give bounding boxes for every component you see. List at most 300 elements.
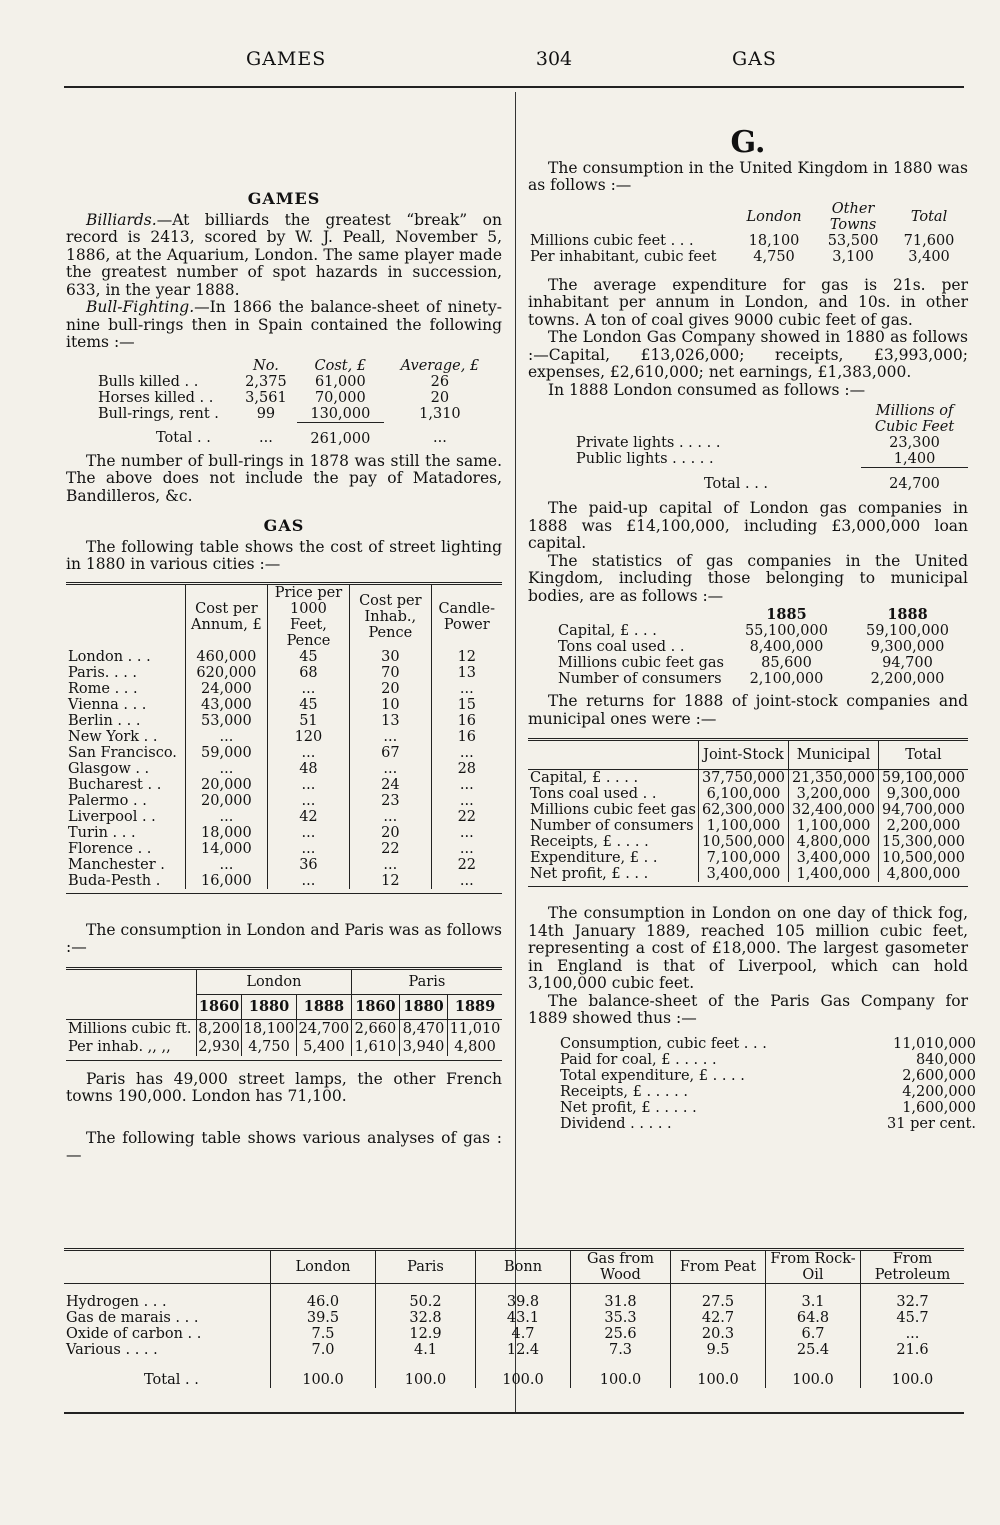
table-row (558, 1052, 978, 1068)
returns-value: 1,400,000 (788, 866, 878, 882)
paidup-text: The paid-up capital of London gas companies in 1888 was £14,100,000, including £3,000,000 loan capital. (528, 499, 968, 552)
returns-label: Receipts, £ . . . . (530, 834, 649, 850)
cost-per-annum: 460,000 (186, 649, 268, 665)
table-row (528, 249, 968, 265)
lp-value: 18,100 (242, 1019, 297, 1038)
returns-value: 2,200,000 (878, 818, 968, 834)
table-row (558, 1116, 978, 1132)
analysis-label: Various . . . . (66, 1342, 158, 1358)
returns-value: 4,800,000 (878, 866, 968, 882)
consumed-value: 23,300 (889, 435, 940, 451)
bull-header-no: No. (253, 357, 279, 374)
table-row (528, 818, 968, 834)
candle-power: 16 (431, 713, 502, 729)
paris-label: Receipts, £ . . . . . (560, 1083, 688, 1100)
city-name: Rome . . . (68, 680, 138, 697)
city-name: Manchester . (68, 856, 165, 873)
gas-heading: GAS (263, 516, 305, 535)
analysis-value: 4.7 (476, 1326, 571, 1342)
analysis-total-value: 100.0 (861, 1358, 965, 1388)
lp-label: Millions cubic ft. (68, 1020, 192, 1037)
running-header (64, 48, 964, 78)
left-column (66, 186, 502, 1165)
cost-per-inhab: 20 (350, 681, 432, 697)
price-per-1000: ... (267, 777, 349, 793)
uk-value: 4,750 (753, 248, 795, 265)
consumed-intro: In 1888 London consumed as follows :— (548, 380, 866, 399)
stats-value: 85,600 (761, 655, 812, 671)
candle-power: ... (431, 825, 502, 841)
table-row (558, 1084, 978, 1100)
consumed-total-label: Total . . . (704, 475, 769, 492)
stats-table (528, 607, 968, 687)
city-name: Berlin . . . (68, 712, 141, 729)
price-per-1000: 48 (267, 761, 349, 777)
analysis-header: From Peat (671, 1250, 766, 1284)
city-name: Vienna . . . (68, 696, 147, 713)
header-rule (64, 86, 964, 88)
table-row (528, 786, 968, 802)
table-row (66, 729, 502, 745)
analysis-value: 43.1 (476, 1310, 571, 1326)
table-row (528, 866, 968, 882)
table-row (66, 713, 502, 729)
candle-power: 13 (431, 665, 502, 681)
uk-label: Millions cubic feet . . . (530, 232, 694, 249)
bull-item: Horses killed . . (98, 389, 214, 406)
city-name: Paris. . . . (68, 664, 138, 681)
analysis-value: 4.1 (376, 1342, 476, 1358)
uk-header: London (746, 208, 802, 225)
consumed-body (528, 435, 968, 468)
analysis-body (64, 1284, 964, 1359)
table-row (66, 681, 502, 697)
price-per-1000: 68 (267, 665, 349, 681)
table-row (66, 873, 502, 889)
london-paris-table (66, 967, 502, 1056)
cost-per-annum: 43,000 (186, 697, 268, 713)
table-row (528, 233, 968, 249)
returns-header: Total (878, 740, 968, 770)
candle-power: 15 (431, 697, 502, 713)
price-per-1000: 42 (267, 809, 349, 825)
fog-text: The consumption in London on one day of thick fog, 14th January 1889, reached 105 million cubic feet, representing a cost of £18,000. The largest gasometer in England is that of Liverpool, which can hold 3,100,000 cubic feet. (528, 904, 968, 992)
games-heading: GAMES (247, 189, 321, 208)
analysis-value: 9.5 (671, 1342, 766, 1358)
billiards-label: Billiards. (86, 210, 157, 229)
uk-value: 18,100 (748, 232, 800, 249)
table-row (64, 1342, 964, 1358)
lp-value: 11,010 (448, 1019, 502, 1038)
returns-value: 1,100,000 (788, 818, 878, 834)
price-per-1000: 45 (267, 649, 349, 665)
analysis-total-row (64, 1358, 964, 1388)
uk-intro: The consumption in the United Kingdom in 1880 was as follows :— (528, 158, 968, 194)
price-per-1000: ... (267, 825, 349, 841)
table-row (558, 1068, 978, 1084)
uk-header: Total (910, 208, 948, 225)
bull-item: Bulls killed . . (98, 373, 199, 390)
consumed-value: 1,400 (893, 451, 936, 467)
lp-value: 1,610 (351, 1038, 399, 1056)
candle-power: ... (431, 873, 502, 889)
table-row (528, 834, 968, 850)
cost-per-inhab: 23 (350, 793, 432, 809)
table-row (96, 406, 496, 423)
street-header: Cost per Inhab., Pence (350, 583, 432, 649)
stats-label: Number of consumers (558, 671, 722, 687)
returns-value: 15,300,000 (878, 834, 968, 850)
cost-per-inhab: ... (350, 729, 432, 745)
consumed-header: Millions of Cubic Feet (874, 403, 955, 435)
price-per-1000: ... (267, 841, 349, 857)
paris-value: 1,600,000 (902, 1099, 976, 1116)
cost-per-inhab: ... (350, 809, 432, 825)
analysis-value: 31.8 (571, 1284, 671, 1311)
cost-per-annum: 24,000 (186, 681, 268, 697)
street-intro: The following table shows the cost of street lighting in 1880 in various cities :— (66, 537, 502, 573)
bull-item: Bull-rings, rent . (98, 405, 219, 422)
analysis-value: 50.2 (376, 1284, 476, 1311)
bull-total-cost: 261,000 (297, 422, 384, 447)
city-name: San Francisco. (68, 744, 177, 761)
returns-value: 59,100,000 (878, 770, 968, 787)
stats-value: 9,300,000 (870, 639, 945, 655)
bull-total-label: Total . . (156, 430, 211, 447)
table-rule (66, 893, 502, 894)
cost-per-inhab: 12 (350, 873, 432, 889)
city-name: New York . . (68, 728, 158, 745)
lp-year: 1889 (448, 994, 502, 1019)
uk-label: Per inhabitant, cubic feet (530, 248, 717, 265)
cost-per-inhab: ... (350, 761, 432, 777)
table-row (64, 1284, 964, 1311)
returns-value: 9,300,000 (878, 786, 968, 802)
stats-intro: The statistics of gas companies in the United Kingdom, including those belonging to municipal bodies, are as follows :— (528, 551, 968, 605)
city-name: Buda-Pesth . (68, 872, 161, 889)
uk-value: 71,600 (903, 232, 955, 249)
candle-power: ... (431, 841, 502, 857)
cost-per-annum: ... (186, 809, 268, 825)
stats-value: 94,700 (882, 655, 933, 671)
paris-balance-table (558, 1036, 978, 1132)
candle-power: ... (431, 777, 502, 793)
cost-per-annum: ... (186, 729, 268, 745)
stats-value: 8,400,000 (749, 639, 824, 655)
price-per-1000: ... (267, 681, 349, 697)
stats-year: 1888 (887, 606, 928, 623)
table-row (96, 422, 496, 447)
uk-value: 3,400 (908, 248, 950, 265)
lp-group: Paris (351, 968, 502, 994)
stats-value: 2,200,000 (870, 671, 945, 687)
paris-label: Paid for coal, £ . . . . . (560, 1051, 717, 1068)
cost-per-annum: 20,000 (186, 793, 268, 809)
analysis-value: 20.3 (671, 1326, 766, 1342)
analysis-value: ... (861, 1326, 965, 1342)
cost-per-inhab: 30 (350, 649, 432, 665)
cost-per-annum: 59,000 (186, 745, 268, 761)
street-header: Price per 1000 Feet, Pence (267, 583, 349, 649)
city-name: Liverpool . . (68, 808, 156, 825)
analysis-header: Gas from Wood (571, 1250, 671, 1284)
lp-year: 1860 (351, 994, 399, 1019)
consumed-label: Public lights . . . . . (576, 451, 714, 468)
billiards-text: —At billiards the greatest “break” on record is 2413, scored by W. J. Peall, November 5, 1886, at the Aquarium, London. The same player made the greatest number of spot hazards in succession, 633, in the year 1888. (66, 210, 502, 299)
cost-per-annum: 18,000 (186, 825, 268, 841)
analysis-total-value: 100.0 (476, 1358, 571, 1388)
analysis-label: Hydrogen . . . (66, 1294, 167, 1310)
returns-label: Expenditure, £ . . (530, 850, 658, 866)
lp-year: 1880 (242, 994, 297, 1019)
analysis-header: From Petroleum (861, 1250, 965, 1284)
stats-year: 1885 (766, 606, 807, 623)
returns-value: 21,350,000 (788, 770, 878, 787)
returns-value: 4,800,000 (788, 834, 878, 850)
bull-avg: 26 (430, 373, 450, 390)
street-body (66, 649, 502, 889)
billiards-paragraph (66, 212, 502, 300)
bull-text: —In 1866 the balance-sheet of ninety-nine bull-rings then in Spain contained the following items :— (66, 298, 502, 351)
column-divider (515, 92, 516, 1414)
returns-value: 3,400,000 (788, 850, 878, 866)
stats-value: 59,100,000 (865, 623, 949, 639)
analysis-total-value: 100.0 (271, 1358, 376, 1388)
table-row (558, 1100, 978, 1116)
table-row (66, 665, 502, 681)
analysis-intro: The following table shows various analyses of gas :— (66, 1128, 502, 1164)
returns-label: Number of consumers (530, 818, 694, 834)
paris-label: Net profit, £ . . . . . (560, 1099, 697, 1116)
cost-per-inhab: 67 (350, 745, 432, 761)
lp-value: 5,400 (296, 1038, 351, 1056)
candle-power: ... (431, 793, 502, 809)
candle-power: ... (431, 745, 502, 761)
cost-per-annum: 53,000 (186, 713, 268, 729)
cost-per-annum: 14,000 (186, 841, 268, 857)
price-per-1000: 51 (267, 713, 349, 729)
table-row (66, 745, 502, 761)
returns-value: 6,100,000 (698, 786, 788, 802)
analysis-value: 27.5 (671, 1284, 766, 1311)
returns-value: 1,100,000 (698, 818, 788, 834)
consumed-label: Private lights . . . . . (576, 435, 721, 451)
analysis-value: 6.7 (766, 1326, 861, 1342)
street-header: Cost per Annum, £ (186, 583, 268, 649)
stats-label: Capital, £ . . . (558, 623, 657, 639)
price-per-1000: ... (267, 793, 349, 809)
paris-label: Consumption, cubic feet . . . (560, 1035, 767, 1052)
table-row (66, 857, 502, 873)
returns-label: Net profit, £ . . . (530, 866, 649, 882)
city-name: Florence . . (68, 840, 152, 857)
table-row (66, 777, 502, 793)
paris-value: 31 per cent. (887, 1115, 976, 1132)
analysis-value: 3.1 (766, 1284, 861, 1311)
returns-label: Tons coal used . . (530, 786, 657, 802)
cost-per-annum: ... (186, 857, 268, 873)
lamps-text: Paris has 49,000 street lamps, the other French towns 190,000. London has 71,100. (66, 1069, 502, 1105)
candle-power: 12 (431, 649, 502, 665)
lp-intro: The consumption in London and Paris was as follows :— (66, 920, 502, 956)
stats-label: Millions cubic feet gas (558, 655, 724, 671)
analysis-value: 7.5 (271, 1326, 376, 1342)
table-row (66, 1038, 502, 1056)
letter-heading: G. (730, 125, 766, 160)
stats-value: 55,100,000 (744, 623, 828, 639)
cost-per-inhab: 13 (350, 713, 432, 729)
expenditure-text: The average expenditure for gas is 21s. per inhabitant per annum in London, and 10s. in other towns. A ton of coal gives 9000 cubic feet of gas. (528, 275, 968, 329)
uk-body (528, 233, 968, 265)
table-row (528, 671, 968, 687)
analysis-value: 64.8 (766, 1310, 861, 1326)
lp-value: 24,700 (296, 1019, 351, 1038)
right-column (528, 125, 976, 1132)
analysis-value: 46.0 (271, 1284, 376, 1311)
street-header: Candle-Power (431, 583, 502, 649)
lp-value: 4,750 (242, 1038, 297, 1056)
candle-power: ... (431, 681, 502, 697)
uk-header: Other Towns (829, 200, 877, 233)
paris-value: 840,000 (916, 1051, 976, 1068)
table-row (528, 850, 968, 866)
table-row (66, 649, 502, 665)
analysis-header: Bonn (476, 1250, 571, 1284)
table-row (528, 451, 968, 468)
bull-avg: 1,310 (419, 405, 461, 422)
candle-power: 22 (431, 857, 502, 873)
paris-body (558, 1036, 978, 1132)
analysis-header: Paris (376, 1250, 476, 1284)
bull-cost: 130,000 (310, 405, 371, 422)
table-row (96, 390, 496, 406)
returns-value: 3,400,000 (698, 866, 788, 882)
lp-year: 1888 (296, 994, 351, 1019)
lp-value: 8,200 (198, 1020, 240, 1037)
analysis-value: 45.7 (861, 1310, 965, 1326)
city-name: Palermo . . (68, 792, 147, 809)
analysis-value: 32.7 (861, 1284, 965, 1311)
table-row (66, 841, 502, 857)
london-consumed-table (528, 403, 968, 492)
candle-power: 28 (431, 761, 502, 777)
paris-label: Total expenditure, £ . . . . (560, 1067, 745, 1084)
analysis-value: 25.4 (766, 1342, 861, 1358)
table-row (66, 761, 502, 777)
returns-value: 3,200,000 (788, 786, 878, 802)
page-number: 304 (535, 48, 573, 70)
table-row (66, 793, 502, 809)
returns-value: 7,100,000 (698, 850, 788, 866)
paris-value: 4,200,000 (902, 1083, 976, 1100)
lp-year: 1880 (399, 994, 447, 1019)
bull-paragraph (66, 299, 502, 352)
paris-label: Dividend . . . . . (560, 1115, 672, 1132)
analysis-label: Oxide of carbon . . (66, 1326, 202, 1342)
analysis-value: 12.9 (376, 1326, 476, 1342)
analysis-total-value: 100.0 (571, 1358, 671, 1388)
cost-per-inhab: 22 (350, 841, 432, 857)
bull-cost: 61,000 (314, 373, 366, 390)
candle-power: 22 (431, 809, 502, 825)
returns-header: Joint-Stock (698, 740, 788, 770)
stats-body (528, 623, 968, 687)
lp-year: 1860 (197, 994, 242, 1019)
price-per-1000: 120 (267, 729, 349, 745)
paris-value: 11,010,000 (892, 1035, 976, 1052)
bull-label: Bull-Fighting. (86, 298, 195, 316)
table-row (528, 770, 968, 787)
table-row (66, 825, 502, 841)
city-name: Bucharest . . (68, 776, 162, 793)
header-left: GAMES (246, 48, 327, 70)
analysis-total-value: 100.0 (671, 1358, 766, 1388)
returns-header: Municipal (788, 740, 878, 770)
table-row (528, 639, 968, 655)
analysis-total-value: 100.0 (766, 1358, 861, 1388)
analysis-value: 42.7 (671, 1310, 766, 1326)
uk-value: 3,100 (832, 248, 874, 265)
table-row (66, 809, 502, 825)
cost-per-inhab: 24 (350, 777, 432, 793)
table-row (528, 468, 968, 493)
analysis-label: Gas de marais . . . (66, 1310, 199, 1326)
cost-per-annum: ... (186, 761, 268, 777)
gas-analysis-table (64, 1248, 964, 1388)
analysis-value: 25.6 (571, 1326, 671, 1342)
city-name: Glasgow . . (68, 760, 150, 777)
lp-value: 2,660 (351, 1019, 399, 1038)
lp-value: 8,470 (399, 1019, 447, 1038)
lp-value: 3,940 (399, 1038, 447, 1056)
table-row (66, 697, 502, 713)
returns-body (528, 770, 968, 883)
bull-avg: 20 (430, 389, 450, 406)
analysis-value: 32.8 (376, 1310, 476, 1326)
table-row (64, 1326, 964, 1342)
lp-value: 2,930 (198, 1038, 240, 1055)
table-row (66, 1019, 502, 1038)
analysis-total-value: 100.0 (376, 1358, 476, 1388)
cost-per-inhab: ... (350, 857, 432, 873)
returns-value: 94,700,000 (878, 802, 968, 818)
table-rule (66, 1060, 502, 1061)
table-row (528, 802, 968, 818)
cost-per-inhab: 10 (350, 697, 432, 713)
bull-no: 99 (256, 405, 276, 422)
stats-value: 2,100,000 (749, 671, 824, 687)
price-per-1000: ... (267, 873, 349, 889)
bull-total-avg: ... (432, 430, 447, 447)
city-name: London . . . (68, 648, 151, 665)
returns-table (528, 738, 968, 882)
bull-no: 3,561 (245, 389, 287, 406)
lp-body (66, 1019, 502, 1056)
bull-cost: 70,000 (314, 389, 366, 406)
uk-value: 53,500 (827, 232, 879, 249)
returns-label: Millions cubic feet gas (530, 802, 696, 818)
lp-group: London (197, 968, 352, 994)
cost-per-inhab: 70 (350, 665, 432, 681)
lp-value: 4,800 (448, 1038, 502, 1056)
table-row (64, 1310, 964, 1326)
analysis-value: 21.6 (861, 1342, 965, 1358)
analysis-header: From Rock-Oil (766, 1250, 861, 1284)
returns-value: 10,500,000 (878, 850, 968, 866)
analysis-value: 39.8 (476, 1284, 571, 1311)
table-row (528, 435, 968, 451)
returns-value: 62,300,000 (698, 802, 788, 818)
